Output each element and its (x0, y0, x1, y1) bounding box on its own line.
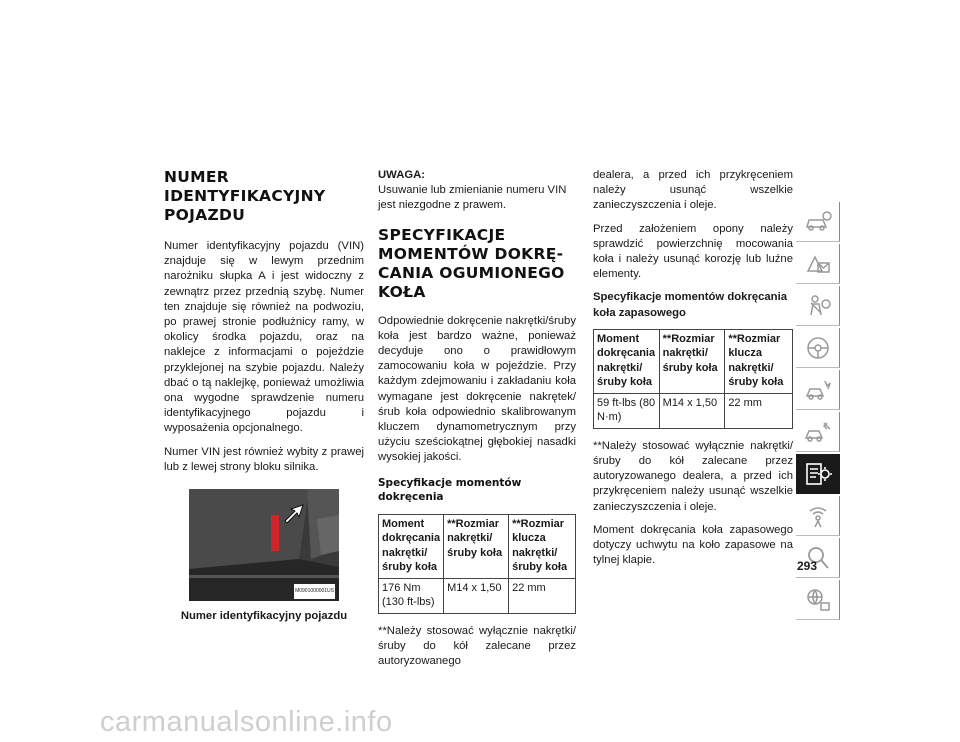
car-service-icon (803, 417, 833, 447)
car-info-icon (803, 207, 833, 237)
subheading-torque-specs: Specyfikacje momentów dokręcenia (378, 476, 522, 503)
table-header-row (594, 329, 793, 393)
tab-car-info[interactable] (796, 202, 840, 242)
spare-wheel-heading: Specyfikacje momentów dokręcania koła zapasowego (593, 291, 788, 319)
table-header-cell: **Rozmiar nakrętki/ śruby koła (444, 514, 509, 578)
table-cell: M14 x 1,50 (659, 393, 725, 428)
tab-languages[interactable] (796, 580, 840, 620)
multimedia-icon (803, 501, 833, 531)
steering-wheel-icon (803, 333, 833, 363)
vin-engine-paragraph: Numer VIN jest również wybity z prawej lub z lewej strony bloku silnika. (164, 445, 364, 473)
note-heading: UWAGA: (378, 169, 426, 181)
spare-note-paragraph: **Należy stosować wyłącznie nakrętki/śruby do kół zalecane przez autoryzowanego dealera, a przed ich przykręceniem należy usunąć wszelkie zanieczyszczenia i oleje. (593, 439, 793, 513)
seatbelt-airbag-icon (803, 291, 833, 321)
watermark: carmanualsonline.info (100, 706, 393, 738)
column-left (164, 168, 364, 624)
language-icon (803, 585, 833, 615)
figure-caption: Numer identyfikacyjny pojazdu (180, 610, 348, 623)
table-row (379, 578, 576, 613)
table-header-cell: Moment dokręcania nakrętki/ śruby koła (594, 329, 660, 393)
tab-driving[interactable] (796, 328, 840, 368)
tab-warnings[interactable] (796, 244, 840, 284)
table-header-cell: **Rozmiar nakrętki/ śruby koła (659, 329, 725, 393)
car-crash-icon (803, 375, 833, 405)
table-header-cell: **Rozmiar klucza nakrętki/ śruby koła (509, 514, 576, 578)
table-cell: 176 Nm (130 ft-lbs) (379, 578, 444, 613)
tab-emergency[interactable] (796, 370, 840, 410)
page-number: 293 (797, 559, 818, 573)
table-header-row (379, 514, 576, 578)
torque-note-paragraph: **Należy stosować wyłącznie nakrętki/śruby do kół zalecane przez autoryzowanego (378, 624, 576, 668)
table-cell: M14 x 1,50 (444, 578, 509, 613)
spare-torque-table (593, 329, 793, 429)
table-header-cell: **Rozmiar klucza nakrętki/ śruby koła (725, 329, 793, 393)
tab-technical-specs[interactable] (796, 454, 840, 494)
vin-paragraph: Numer identyfikacyjny pojazdu (VIN) znajduje się w lewym przednim narożniku słupka A i jest widoczny z zewnątrz przez przednią szybę. Numer ten znajduje się również na podwoziu, po prawej stronie podłużnicy ramy, w okolicy środka pojazdu, oraz na naklejce z informacjami o pojeździe przyklejonej na szybie pojazdu. Należy dbać o tą naklejkę, ponieważ umożliwia ona wygodne sprawdzenie numeru identyfikacyjnego pojazdu i wyposażenia opcjonalnego. (164, 240, 364, 435)
mounting-surface-paragraph: Przed założeniem opony należy sprawdzić powierzchnię mocowania koła i należy usunąć korozję lub luźne elementy. (593, 222, 793, 281)
note-text: Usuwanie lub zmienianie numeru VIN jest niezgodne z prawem. (378, 184, 567, 212)
torque-paragraph: Odpowiednie dokręcenie nakrętki/śruby koła jest bardzo ważne, ponieważ decyduje ono o prawidłowym zamocowaniu koła w pojeździe. Przy każdym zdejmowaniu i zakładaniu koła wymagane jest dokręcenie nakrętek/śrub koła odpowiednio skalibrowanym kluczem dynamometrycznym przy użyciu sześciokątnej głębokiej nasadki wysokiej jakości. (378, 314, 576, 464)
torque-table (378, 514, 576, 614)
continued-paragraph: dealera, a przed ich przykręceniem należy usunąć wszelkie zanieczyszczenia i oleje. (593, 169, 793, 212)
vin-photo (189, 489, 339, 601)
tab-safety[interactable] (796, 286, 840, 326)
column-middle (378, 168, 576, 677)
table-cell: 59 ft-lbs (80 N·m) (594, 393, 660, 428)
technical-specs-icon (803, 459, 833, 489)
tab-service[interactable] (796, 412, 840, 452)
table-header-cell: Moment dokręcania nakrętki/ śruby koła (379, 514, 444, 578)
tab-multimedia[interactable] (796, 496, 840, 536)
spare-carrier-paragraph: Moment dokręcania koła zapasowego dotyczy uchwytu na koło zapasowe na tylnej klapie. (593, 523, 793, 567)
section-heading-vin: NUMER IDENTYFIKACYJNY POJAZDU (164, 168, 326, 224)
column-right (593, 168, 793, 576)
table-cell: 22 mm (725, 393, 793, 428)
section-heading-torque: SPECYFIKACJE MOMENTÓW DOKRĘCANIA OGUMIONEGO KOŁA (378, 225, 565, 301)
warning-envelope-icon (803, 249, 833, 279)
table-cell: 22 mm (509, 578, 576, 613)
table-row (594, 393, 793, 428)
figure-code: M0901000001US (294, 584, 335, 599)
